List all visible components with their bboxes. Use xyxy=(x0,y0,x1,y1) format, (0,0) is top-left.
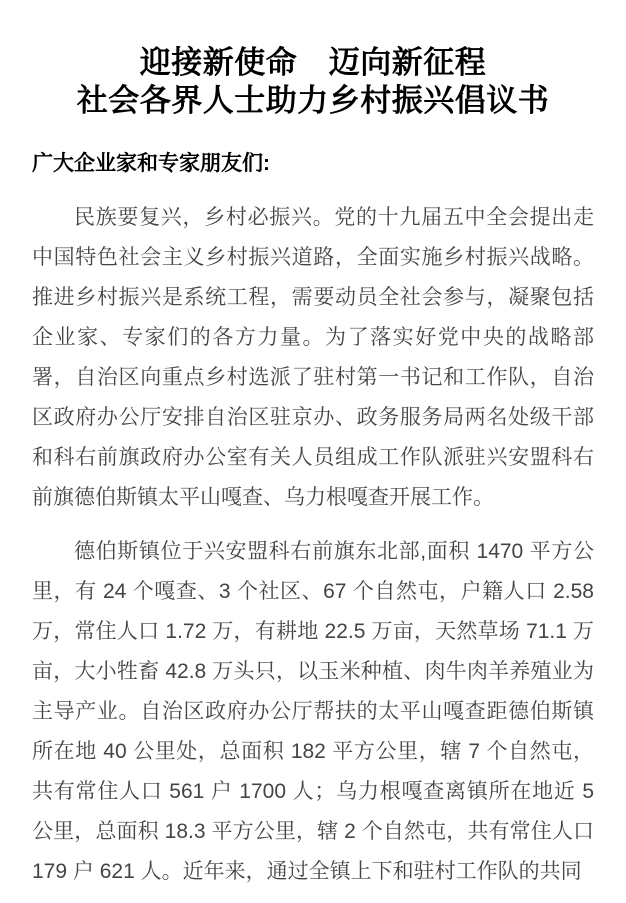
document-page xyxy=(0,44,626,903)
document-title-line-2: 社会各界人士助力乡村振兴倡议书 xyxy=(76,83,550,118)
document-title xyxy=(32,44,594,120)
salutation: 广大企业家和专家朋友们: xyxy=(32,152,270,175)
document-title-line-1: 迎接新使命 迈向新征程 xyxy=(139,45,487,80)
body-paragraph-2: 德伯斯镇位于兴安盟科右前旗东北部,面积 1470 平方公里，有 24 个嘎查、3 个社区、67 个自然屯，户籍人口 2.58 万，常住人口 1.72 万，有耕地 22.5 万亩，天然草场 71.1 万亩，大小牲畜 42.8 万头只，以玉米种植、肉牛肉羊养殖业为主导产业。自治区政府办公厅帮扶的太平山嘎查距德伯斯镇所在地 40 公里处，总面积 182 平方公里，辖 7 个自然屯，共有常住人口 561 户 1700 人；乌力根嘎查离镇所在地近 5 公里，总面积 18.3 平方公里，辖 2 个自然屯，共有常住人口 179 户 621 人。近年来，通过全镇上下和驻村工作队的共同 xyxy=(32,540,594,883)
body-paragraph-1: 民族要复兴，乡村必振兴。党的十九届五中全会提出走中国特色社会主义乡村振兴道路，全面实施乡村振兴战略。推进乡村振兴是系统工程，需要动员全社会参与，凝聚包括企业家、专家们的各方力量。为了落实好党中央的战略部署，自治区向重点乡村选派了驻村第一书记和工作队，自治区政府办公厅安排自治区驻京办、政务服务局两名处级干部和科右前旗政府办公室有关人员组成工作队派驻兴安盟科右前旗德伯斯镇太平山嘎查、乌力根嘎查开展工作。 xyxy=(32,206,594,509)
